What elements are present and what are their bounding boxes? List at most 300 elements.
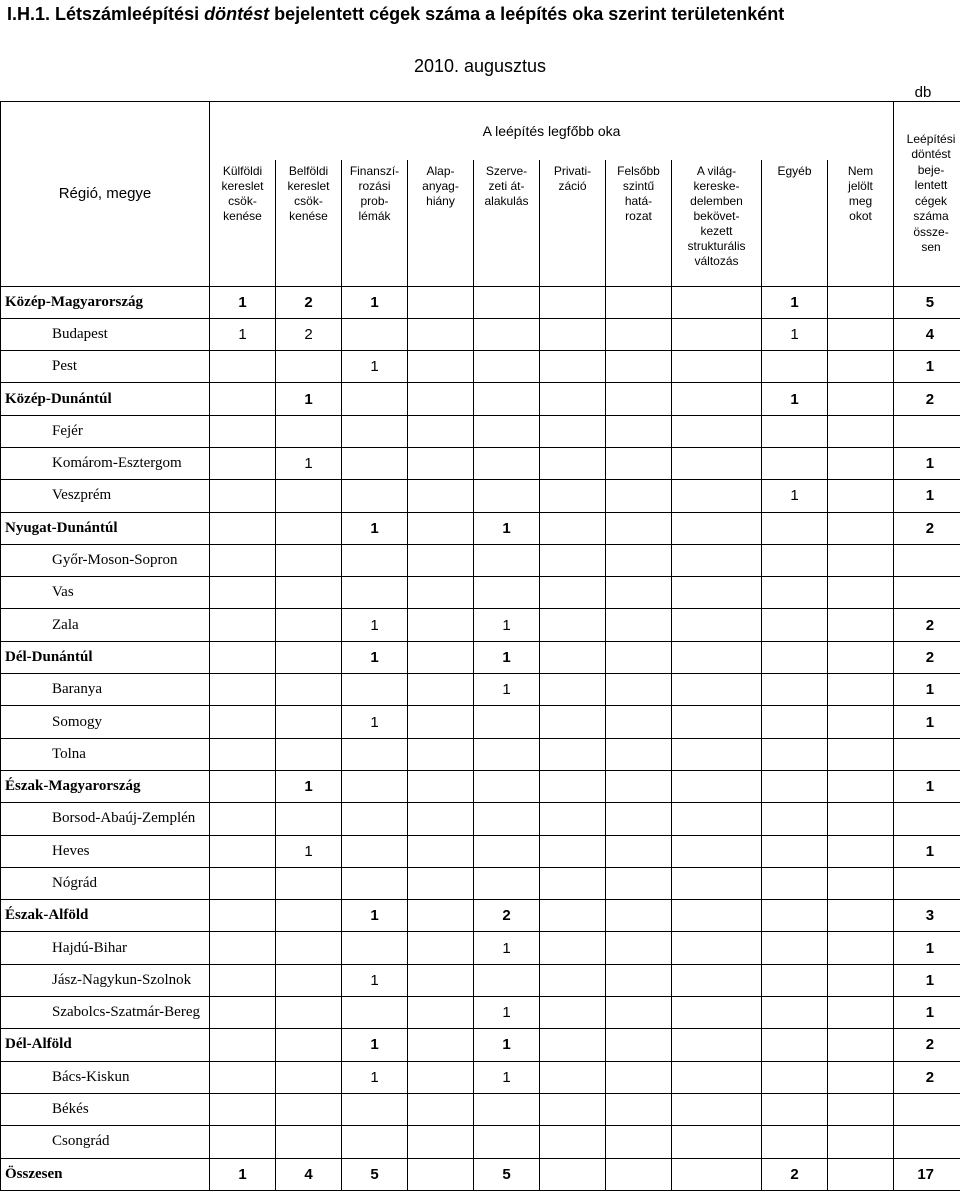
row-total: 5 xyxy=(894,286,960,318)
cell-value xyxy=(606,1029,672,1061)
header-col-5: Szerve- zeti át- alakulás xyxy=(474,160,540,286)
cell-value xyxy=(276,706,342,738)
cell-value xyxy=(474,447,540,479)
region-row xyxy=(1,1158,960,1190)
row-name: Baranya xyxy=(1,674,210,706)
cell-value xyxy=(606,351,672,383)
county-row xyxy=(1,964,960,996)
cell-value xyxy=(210,641,276,673)
cell-value xyxy=(474,867,540,899)
cell-value xyxy=(828,415,894,447)
cell-value xyxy=(474,1093,540,1125)
cell-value xyxy=(474,964,540,996)
cell-value xyxy=(672,835,762,867)
cell-value xyxy=(210,609,276,641)
cell-value: 1 xyxy=(762,383,828,415)
cell-value xyxy=(762,867,828,899)
cell-value xyxy=(408,770,474,802)
row-total: 2 xyxy=(894,512,960,544)
county-row xyxy=(1,544,960,576)
cell-value xyxy=(408,867,474,899)
row-total: 2 xyxy=(894,383,960,415)
cell-value xyxy=(828,964,894,996)
cell-value xyxy=(606,1061,672,1093)
cell-value xyxy=(540,835,606,867)
cell-value: 1 xyxy=(276,835,342,867)
cell-value xyxy=(672,900,762,932)
cell-value xyxy=(828,512,894,544)
cell-value xyxy=(408,1061,474,1093)
cell-value xyxy=(210,1126,276,1158)
row-total: 17 xyxy=(894,1158,960,1190)
row-name: Zala xyxy=(1,609,210,641)
row-total: 1 xyxy=(894,706,960,738)
cell-value xyxy=(828,1093,894,1125)
cell-value xyxy=(408,1126,474,1158)
cell-value: 5 xyxy=(474,1158,540,1190)
cell-value xyxy=(672,383,762,415)
cell-value xyxy=(276,641,342,673)
cell-value: 1 xyxy=(342,964,408,996)
cell-value xyxy=(210,900,276,932)
cell-value xyxy=(210,447,276,479)
cell-value xyxy=(672,770,762,802)
cell-value xyxy=(474,480,540,512)
cell-value xyxy=(276,803,342,835)
row-name: Hajdú-Bihar xyxy=(1,932,210,964)
cell-value xyxy=(276,415,342,447)
cell-value xyxy=(762,512,828,544)
county-row xyxy=(1,706,960,738)
county-row xyxy=(1,318,960,350)
cell-value xyxy=(540,900,606,932)
header-col-9: Egyéb xyxy=(762,160,828,286)
cell-value xyxy=(342,383,408,415)
row-total xyxy=(894,544,960,576)
cell-value xyxy=(606,480,672,512)
header-region: Régió, megye xyxy=(1,102,210,287)
cell-value: 1 xyxy=(474,609,540,641)
cell-value xyxy=(672,577,762,609)
row-name: Békés xyxy=(1,1093,210,1125)
cell-value xyxy=(408,318,474,350)
cell-value xyxy=(210,351,276,383)
cell-value: 1 xyxy=(342,641,408,673)
cell-value xyxy=(828,1126,894,1158)
cell-value: 1 xyxy=(342,609,408,641)
header-col-7: Felsőbb szintű hatá- rozat xyxy=(606,160,672,286)
cell-value: 1 xyxy=(474,1029,540,1061)
cell-value xyxy=(540,383,606,415)
cell-value xyxy=(408,447,474,479)
cell-value xyxy=(540,480,606,512)
cell-value xyxy=(276,964,342,996)
cell-value: 2 xyxy=(276,286,342,318)
row-total xyxy=(894,1093,960,1125)
cell-value xyxy=(828,932,894,964)
row-total: 3 xyxy=(894,900,960,932)
cell-value xyxy=(342,997,408,1029)
cell-value xyxy=(672,706,762,738)
cell-value: 1 xyxy=(210,286,276,318)
cell-value xyxy=(828,318,894,350)
cell-value xyxy=(276,609,342,641)
header-total: Leépítési döntést beje- lentett cégek száma össze- sen xyxy=(894,102,960,287)
cell-value xyxy=(606,867,672,899)
cell-value xyxy=(828,286,894,318)
cell-value xyxy=(540,641,606,673)
cell-value xyxy=(276,900,342,932)
region-row xyxy=(1,1029,960,1061)
cell-value xyxy=(762,738,828,770)
cell-value xyxy=(408,641,474,673)
cell-value xyxy=(606,447,672,479)
cell-value xyxy=(672,351,762,383)
cell-value xyxy=(606,318,672,350)
cell-value xyxy=(828,1029,894,1061)
cell-value xyxy=(276,1029,342,1061)
cell-value xyxy=(828,867,894,899)
cell-value: 1 xyxy=(342,1029,408,1061)
cell-value xyxy=(210,835,276,867)
cell-value xyxy=(762,577,828,609)
cell-value xyxy=(276,738,342,770)
row-name: Dél-Alföld xyxy=(1,1029,210,1061)
row-name: Borsod-Abaúj-Zemplén xyxy=(1,803,210,835)
cell-value xyxy=(606,577,672,609)
cell-value xyxy=(672,803,762,835)
cell-value xyxy=(408,415,474,447)
cell-value xyxy=(672,738,762,770)
region-row xyxy=(1,641,960,673)
cell-value xyxy=(474,738,540,770)
cell-value xyxy=(408,544,474,576)
cell-value xyxy=(342,544,408,576)
cell-value xyxy=(672,964,762,996)
cell-value xyxy=(762,964,828,996)
cell-value xyxy=(606,1126,672,1158)
cell-value: 1 xyxy=(474,997,540,1029)
cell-value xyxy=(606,383,672,415)
cell-value xyxy=(762,544,828,576)
cell-value xyxy=(210,706,276,738)
row-total: 1 xyxy=(894,674,960,706)
cell-value xyxy=(276,544,342,576)
cell-value xyxy=(408,997,474,1029)
cell-value xyxy=(408,674,474,706)
cell-value xyxy=(762,803,828,835)
cell-value xyxy=(540,415,606,447)
cell-value xyxy=(276,1126,342,1158)
cell-value xyxy=(540,318,606,350)
cell-value xyxy=(762,351,828,383)
cell-value xyxy=(672,932,762,964)
cell-value xyxy=(606,544,672,576)
cell-value xyxy=(210,544,276,576)
cell-value xyxy=(342,867,408,899)
row-total: 1 xyxy=(894,964,960,996)
row-total: 2 xyxy=(894,1029,960,1061)
cell-value xyxy=(342,447,408,479)
row-name: Budapest xyxy=(1,318,210,350)
cell-value xyxy=(540,867,606,899)
cell-value xyxy=(672,609,762,641)
county-row xyxy=(1,674,960,706)
row-total: 2 xyxy=(894,641,960,673)
cell-value xyxy=(606,706,672,738)
row-name: Győr-Moson-Sopron xyxy=(1,544,210,576)
cell-value xyxy=(210,512,276,544)
cell-value xyxy=(762,415,828,447)
header-group: A leépítés legfőbb oka xyxy=(210,102,894,161)
cell-value xyxy=(408,577,474,609)
cell-value xyxy=(210,415,276,447)
cell-value xyxy=(210,997,276,1029)
header-col-4: Alap- anyag- hiány xyxy=(408,160,474,286)
county-row xyxy=(1,867,960,899)
cell-value xyxy=(276,674,342,706)
cell-value xyxy=(828,577,894,609)
cell-value xyxy=(408,609,474,641)
cell-value xyxy=(672,415,762,447)
unit-label: db xyxy=(914,84,932,101)
cell-value: 1 xyxy=(342,706,408,738)
cell-value xyxy=(540,932,606,964)
cell-value xyxy=(474,770,540,802)
cell-value xyxy=(408,480,474,512)
cell-value: 2 xyxy=(474,900,540,932)
cell-value xyxy=(540,577,606,609)
cell-value xyxy=(540,770,606,802)
cell-value: 1 xyxy=(762,480,828,512)
cell-value: 1 xyxy=(276,447,342,479)
cell-value xyxy=(672,544,762,576)
cell-value xyxy=(408,1093,474,1125)
cell-value xyxy=(408,803,474,835)
cell-value: 1 xyxy=(474,641,540,673)
cell-value xyxy=(210,867,276,899)
cell-value: 5 xyxy=(342,1158,408,1190)
cell-value: 1 xyxy=(276,770,342,802)
row-name: Pest xyxy=(1,351,210,383)
cell-value xyxy=(276,1061,342,1093)
cell-value xyxy=(540,447,606,479)
row-total: 1 xyxy=(894,447,960,479)
cell-value xyxy=(276,932,342,964)
cell-value xyxy=(408,900,474,932)
cell-value: 1 xyxy=(342,286,408,318)
cell-value xyxy=(828,383,894,415)
row-name: Szabolcs-Szatmár-Bereg xyxy=(1,997,210,1029)
cell-value xyxy=(210,932,276,964)
header-col-8: A világ- kereske- delemben bekövet- kezett strukturális változás xyxy=(672,160,762,286)
cell-value xyxy=(762,1126,828,1158)
header-col-10: Nem jelölt meg okot xyxy=(828,160,894,286)
row-total: 2 xyxy=(894,1061,960,1093)
cell-value xyxy=(474,318,540,350)
cell-value xyxy=(606,803,672,835)
row-name: Tolna xyxy=(1,738,210,770)
cell-value xyxy=(540,803,606,835)
cell-value xyxy=(276,480,342,512)
cell-value xyxy=(210,770,276,802)
cell-value xyxy=(210,803,276,835)
row-total: 1 xyxy=(894,997,960,1029)
row-total xyxy=(894,867,960,899)
cell-value xyxy=(606,1093,672,1125)
county-row xyxy=(1,1126,960,1158)
county-row xyxy=(1,835,960,867)
row-total: 4 xyxy=(894,318,960,350)
cell-value xyxy=(408,512,474,544)
row-name: Észak-Magyarország xyxy=(1,770,210,802)
cell-value xyxy=(828,997,894,1029)
cell-value xyxy=(474,706,540,738)
cell-value xyxy=(540,997,606,1029)
cell-value xyxy=(474,577,540,609)
row-name: Somogy xyxy=(1,706,210,738)
row-total: 2 xyxy=(894,609,960,641)
county-row xyxy=(1,480,960,512)
cell-value xyxy=(276,512,342,544)
cell-value xyxy=(762,997,828,1029)
row-total xyxy=(894,1126,960,1158)
cell-value xyxy=(342,738,408,770)
cell-value xyxy=(210,1093,276,1125)
cell-value xyxy=(828,1158,894,1190)
cell-value xyxy=(606,997,672,1029)
county-row xyxy=(1,577,960,609)
cell-value xyxy=(540,738,606,770)
cell-value xyxy=(540,1061,606,1093)
row-name: Jász-Nagykun-Szolnok xyxy=(1,964,210,996)
row-name: Összesen xyxy=(1,1158,210,1190)
cell-value xyxy=(762,674,828,706)
cell-value xyxy=(408,1029,474,1061)
cell-value xyxy=(474,1126,540,1158)
cell-value xyxy=(540,1093,606,1125)
cell-value xyxy=(474,544,540,576)
header-col-3: Finanszí- rozási prob- lémák xyxy=(342,160,408,286)
cell-value xyxy=(672,867,762,899)
cell-value xyxy=(672,674,762,706)
cell-value xyxy=(606,286,672,318)
cell-value xyxy=(606,964,672,996)
cell-value xyxy=(672,997,762,1029)
cell-value xyxy=(408,286,474,318)
county-row xyxy=(1,1093,960,1125)
row-total: 1 xyxy=(894,480,960,512)
cell-value xyxy=(672,1158,762,1190)
cell-value xyxy=(762,835,828,867)
cell-value xyxy=(762,1093,828,1125)
cell-value xyxy=(672,447,762,479)
row-total xyxy=(894,738,960,770)
row-name: Vas xyxy=(1,577,210,609)
cell-value xyxy=(606,512,672,544)
cell-value xyxy=(408,835,474,867)
row-name: Észak-Alföld xyxy=(1,900,210,932)
cell-value xyxy=(762,447,828,479)
header-col-2: Belföldi kereslet csök- kenése xyxy=(276,160,342,286)
cell-value xyxy=(762,609,828,641)
row-total xyxy=(894,415,960,447)
cell-value xyxy=(342,480,408,512)
cell-value: 2 xyxy=(762,1158,828,1190)
row-name: Csongrád xyxy=(1,1126,210,1158)
cell-value xyxy=(540,609,606,641)
cell-value xyxy=(408,383,474,415)
page-title: I.H.1. Létszámleépítési döntést bejelentett cégek száma a leépítés oka szerint területenként xyxy=(7,4,785,24)
cell-value xyxy=(762,770,828,802)
cell-value xyxy=(342,770,408,802)
cell-value xyxy=(672,286,762,318)
cell-value xyxy=(828,803,894,835)
cell-value xyxy=(828,447,894,479)
cell-value xyxy=(210,1061,276,1093)
cell-value xyxy=(828,835,894,867)
row-name: Közép-Magyarország xyxy=(1,286,210,318)
cell-value xyxy=(342,577,408,609)
cell-value xyxy=(408,964,474,996)
cell-value xyxy=(210,480,276,512)
cell-value xyxy=(828,674,894,706)
cell-value xyxy=(672,1093,762,1125)
county-row xyxy=(1,803,960,835)
cell-value: 1 xyxy=(342,900,408,932)
row-total: 1 xyxy=(894,770,960,802)
cell-value xyxy=(762,641,828,673)
cell-value xyxy=(828,480,894,512)
cell-value xyxy=(762,1061,828,1093)
cell-value xyxy=(672,512,762,544)
cell-value xyxy=(540,512,606,544)
region-row xyxy=(1,512,960,544)
cell-value xyxy=(540,1158,606,1190)
cell-value xyxy=(672,1061,762,1093)
cell-value xyxy=(408,706,474,738)
cell-value xyxy=(342,674,408,706)
cell-value: 2 xyxy=(276,318,342,350)
cell-value xyxy=(210,577,276,609)
cell-value xyxy=(210,383,276,415)
cell-value: 1 xyxy=(342,351,408,383)
cell-value xyxy=(828,706,894,738)
cell-value: 1 xyxy=(342,1061,408,1093)
cell-value xyxy=(342,318,408,350)
county-row xyxy=(1,351,960,383)
cell-value xyxy=(276,577,342,609)
cell-value xyxy=(828,770,894,802)
cell-value xyxy=(762,1029,828,1061)
cell-value xyxy=(606,770,672,802)
cell-value xyxy=(762,900,828,932)
county-row xyxy=(1,997,960,1029)
cell-value xyxy=(828,351,894,383)
region-row xyxy=(1,900,960,932)
cell-value xyxy=(828,641,894,673)
cell-value xyxy=(672,1126,762,1158)
cell-value xyxy=(210,964,276,996)
row-name: Fejér xyxy=(1,415,210,447)
cell-value xyxy=(828,544,894,576)
row-name: Veszprém xyxy=(1,480,210,512)
cell-value xyxy=(606,738,672,770)
cell-value xyxy=(606,609,672,641)
cell-value xyxy=(606,641,672,673)
cell-value xyxy=(672,480,762,512)
cell-value xyxy=(540,964,606,996)
